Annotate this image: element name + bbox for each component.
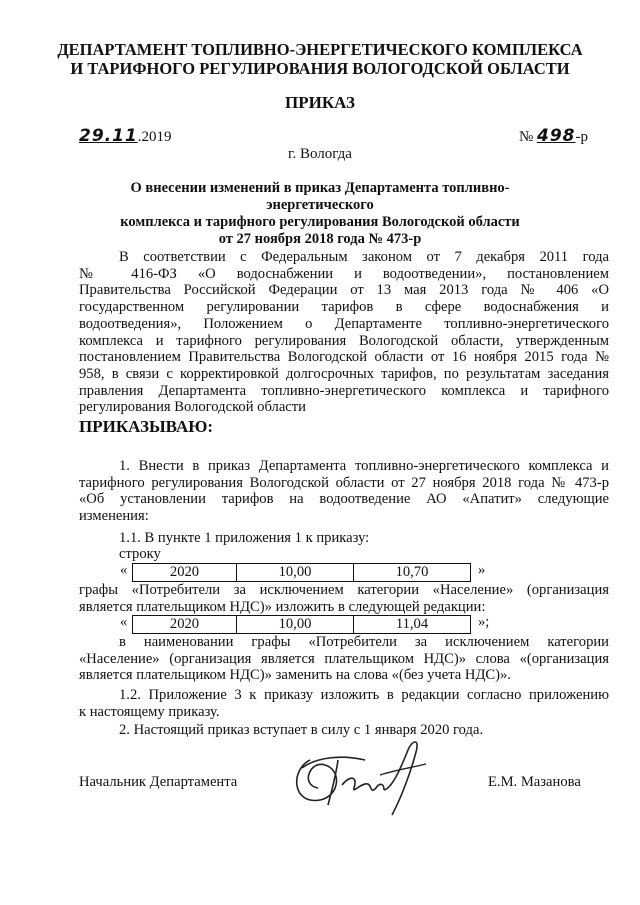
signature-icon [280,730,450,820]
table-cell: 10,00 [237,616,354,634]
graphs-line: графы «Потребители за исключением категории «Население» (организация [79,582,609,598]
row-label: строку [119,546,161,562]
preamble-line: регулирования Вологодской области [79,399,306,416]
quote-close-old: » [478,562,486,578]
item-1-1: 1.1. В пункте 1 приложения 1 к приказу: [119,530,370,546]
naming-line: в наименовании графы «Потребители за исключением категории [119,634,609,650]
graphs-text [79,582,609,615]
date-year: .2019 [137,129,172,145]
table-cell: 10,70 [354,564,471,582]
preamble-line: водоотведения», Положением о Департаменте топливно-энергетического [79,315,609,332]
signer-position: Начальник Департамента [79,774,238,790]
preamble-line: государственном регулировании тарифов в сфере водоснабжения и [79,299,609,316]
org-name-line1: ДЕПАРТАМЕНТ ТОПЛИВНО-ЭНЕРГЕТИЧЕСКОГО КОМПЛЕКСА [57,40,583,59]
quote-open-old: « [120,562,128,578]
naming-text [79,634,609,684]
number-suffix: -р [575,129,588,145]
order-number [519,126,588,146]
order-word: ПРИКАЗЫВАЮ: [79,417,214,436]
preamble-line: правления Департамента топливно-энергетического комплекса и тарифного [79,382,609,399]
preamble-line: комплекса и тарифного регулирования Вологодской области, утвержденным [79,332,609,349]
number-handwritten: 498 [537,126,576,146]
old-row-table [132,563,471,582]
preamble-line: Правительства Российской Федерации от 13 мая 2013 года № 406 «О [79,282,609,299]
city: г. Вологда [288,146,352,162]
item-1-line: изменения: [79,508,149,525]
subject-line3: от 27 ноября 2018 года № 473-р [218,231,422,247]
table-cell: 2020 [133,616,237,634]
item-1-line: тарифного регулирования Вологодской области от 27 ноября 2018 года № 473-р [79,474,609,491]
item-1-2 [79,687,609,720]
quote-close-new: »; [478,614,490,630]
preamble-line: В соответствии с Федеральным законом от 7 декабря 2011 года [119,249,609,265]
signer-name: Е.М. Мазанова [488,774,581,790]
item-2: 2. Настоящий приказ вступает в силу с 1 января 2020 года. [119,722,484,738]
subject-line2: комплекса и тарифного регулирования Вологодской области [120,214,520,230]
subject-line1: О внесении изменений в приказ Департамента топливно-энергетического [130,180,510,213]
item-1-2-line: 1.2. Приложение 3 к приказу изложить в редакции согласно приложению [119,687,609,703]
graphs-line: является плательщиком НДС)» изложить в следующей редакции: [79,598,486,615]
preamble-line: 958, в связи с корректировкой долгосрочных тарифов, по результатам заседания [79,365,609,382]
subject [80,180,560,248]
preamble [79,249,609,416]
table-cell: 10,00 [237,564,354,582]
item-1 [79,458,609,525]
doc-type-title: ПРИКАЗ [285,93,355,112]
item-1-line: 1. Внести в приказ Департамента топливно-энергетического комплекса и [119,458,609,474]
naming-line: является плательщиком НДС)» заменить на слова «(без учета НДС)». [79,667,511,684]
table-cell: 11,04 [354,616,471,634]
table-cell: 2020 [133,564,237,582]
item-1-2-line: к настоящему приказу. [79,703,220,720]
org-name-line2: И ТАРИФНОГО РЕГУЛИРОВАНИЯ ВОЛОГОДСКОЙ ОБЛАСТИ [70,59,570,78]
new-row-table [132,615,471,634]
quote-open-new: « [120,614,128,630]
order-date [79,126,172,146]
item-1-line: «Об установлении тарифов на водоотведение АО «Апатит» следующие [79,491,609,508]
preamble-line: № 416-ФЗ «О водоснабжении и водоотведении», постановлением [79,265,609,282]
table-row [133,564,471,582]
signature-mark [280,730,450,820]
naming-line: «Население» (организация является плательщиком НДС)» слова «(организация [79,650,609,667]
date-handwritten: 29.11 [79,126,138,146]
number-prefix: № [518,129,534,145]
table-row [133,616,471,634]
preamble-line: постановлением Правительства Вологодской области от 16 ноября 2015 года № [79,349,609,366]
